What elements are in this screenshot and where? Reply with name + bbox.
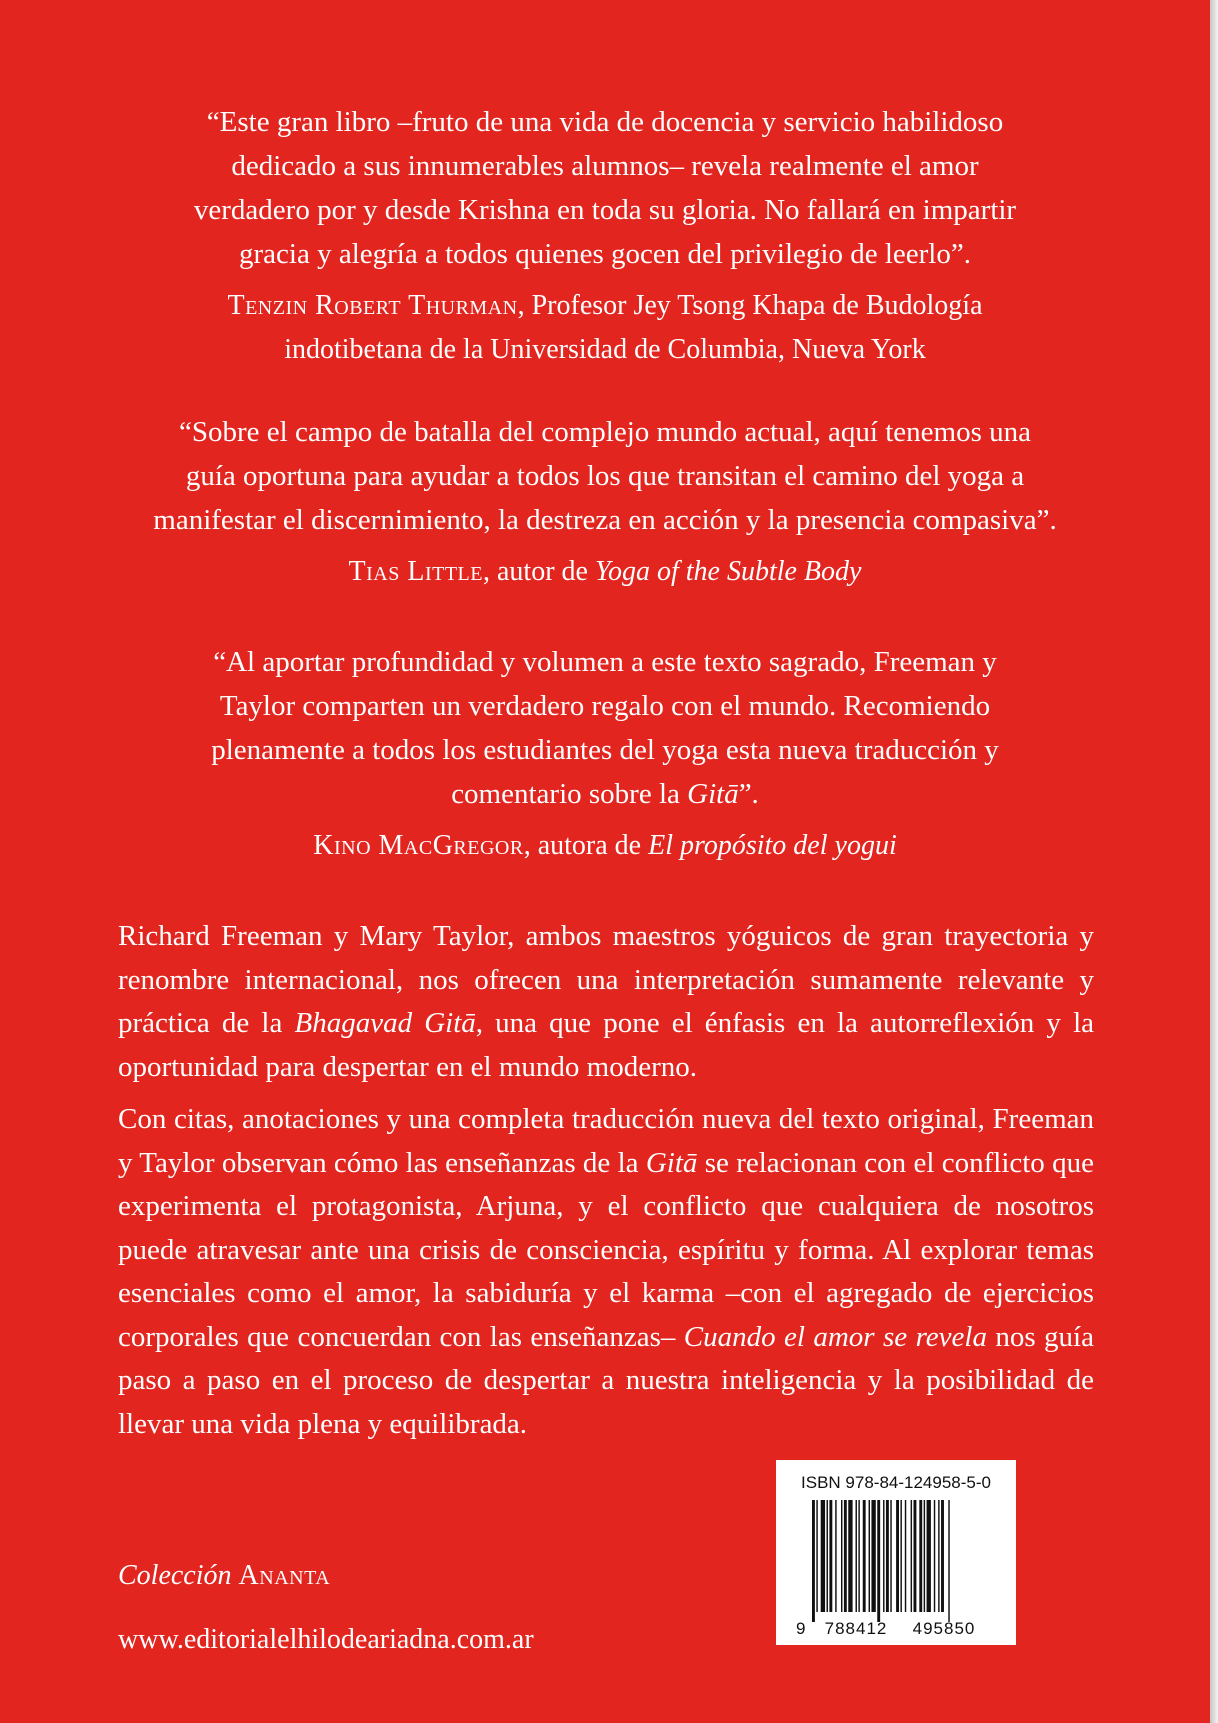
barcode-bar — [829, 1500, 832, 1612]
barcode-bar — [863, 1500, 866, 1612]
quote-line: manifestar el discernimiento, la destreza en acción y la presencia compasiva”. — [153, 504, 1057, 536]
quote-3-attribution — [60, 824, 1150, 868]
barcode-bar — [858, 1500, 859, 1612]
barcode-bar — [821, 1500, 825, 1612]
collection-name: Ananta — [238, 1560, 331, 1591]
barcode-bar — [911, 1500, 912, 1612]
quote-2-text — [60, 410, 1150, 542]
attribution-role: indotibetana de la Universidad de Columbia, Nueva York — [284, 334, 926, 365]
isbn-barcode — [776, 1460, 1016, 1645]
description-text: Con citas, anotaciones y una completa traducción nueva del texto original, Freeman y Taylor observan cómo las enseñanzas de la — [118, 1103, 1094, 1179]
barcode-bar — [896, 1500, 899, 1612]
endorsement-quote-2 — [60, 410, 1150, 594]
quote-line: guía oportuna para ayudar a todos los que transitan el camino del yoga a — [185, 460, 1025, 492]
quote-1-text — [60, 100, 1150, 276]
barcode-bar — [890, 1500, 891, 1612]
quote-3-text — [60, 640, 1150, 816]
barcode-bar — [812, 1500, 815, 1622]
quote-line: Taylor comparten un verdadero regalo con el mundo. Recomiendo — [219, 690, 991, 722]
description-paragraph-2 — [118, 1098, 1094, 1446]
barcode-bar — [883, 1500, 884, 1612]
quote-2-attribution — [60, 550, 1150, 594]
description-text: , una que pone el énfasis en la autorreflexión y la oportunidad para despertar en el mundo moderno. — [118, 1007, 1094, 1083]
barcode-bar — [841, 1500, 842, 1612]
barcode-bar — [877, 1500, 880, 1622]
description-book-title: Bhagavad Gitā — [294, 1007, 476, 1039]
barcode-bar — [924, 1500, 925, 1612]
quote-line: “Al aportar profundidad y volumen a este texto sagrado, Freeman y — [213, 646, 997, 678]
barcode-bar — [905, 1500, 906, 1612]
quote-line: dedicado a sus innumerables alumnos– revela realmente el amor — [231, 150, 979, 182]
description-book-title: Gitā — [645, 1146, 698, 1179]
attribution-name: Tenzin Robert Thurman — [227, 290, 518, 321]
description-book-title: Cuando el amor se revela — [683, 1320, 987, 1353]
barcode-bar — [844, 1500, 847, 1612]
quote-line: verdadero por y desde Krishna en toda su gloria. No fallará en impartir — [193, 194, 1017, 226]
description-paragraph-1 — [118, 915, 1094, 1089]
attribution-book-title: Yoga of the Subtle Body — [594, 556, 862, 587]
collection-label — [118, 1560, 330, 1592]
barcode-bar — [848, 1500, 852, 1612]
barcode-bar — [835, 1500, 836, 1612]
isbn-number: ISBN 978-84-124958-5-0 — [801, 1473, 991, 1492]
barcode-bar — [869, 1500, 870, 1612]
quote-line: “Este gran libro –fruto de una vida de docencia y servicio habilidoso — [206, 106, 1004, 138]
barcode-bar — [934, 1500, 935, 1612]
barcode-bar — [886, 1500, 889, 1612]
publisher-website[interactable]: www.editorialelhilodeariadna.com.ar — [118, 1624, 534, 1655]
collection-prefix: Colección — [118, 1560, 232, 1591]
barcode-bar — [900, 1500, 901, 1612]
page-edge — [1210, 0, 1218, 1723]
attribution-role: , Profesor Jey Tsong Khapa de Budología — [517, 290, 983, 321]
quote-line: plenamente a todos los estudiantes del yoga esta nueva traducción y — [211, 734, 999, 766]
barcode-right-digits: 495850 — [912, 1619, 976, 1638]
endorsement-quote-3 — [60, 640, 1150, 868]
barcode-bar — [927, 1500, 931, 1612]
barcode-bar — [856, 1500, 857, 1612]
description-text: se relacionan con el conflicto que experimenta el protagonista, Arjuna, y el conflicto que cualquiera de nosotros puede atravesar ante una crisis de consciencia, espíritu y forma. Al explorar temas esenciales como el amor, la sabiduría y el karma –con el agregado de ejercicios corporales que concuerdan con las enseñanzas– — [118, 1146, 1094, 1353]
description-text: Richard Freeman y Mary Taylor, ambos maestros yóguicos de gran trayectoria y renombre internacional, nos ofrecen una interpretación sumamente relevante y práctica de la — [118, 920, 1094, 1039]
quote-1-attribution — [60, 284, 1150, 372]
barcode-bar — [827, 1500, 828, 1612]
attribution-role: , autora de — [523, 830, 649, 861]
barcode-bar — [919, 1500, 922, 1612]
attribution-book-title: El propósito del yogui — [648, 830, 897, 861]
barcode-left-digits: 788412 — [824, 1619, 888, 1638]
barcode-bar — [948, 1500, 949, 1622]
endorsement-quote-1 — [60, 100, 1150, 372]
quote-book-title: Gitā — [687, 778, 739, 810]
barcode-bar — [914, 1500, 917, 1612]
barcode-bar — [816, 1500, 817, 1612]
attribution-name: Kino MacGregor — [313, 830, 524, 861]
attribution-role: , autor de — [482, 556, 595, 587]
attribution-name: Tias Little — [348, 556, 483, 587]
barcode-lead-digit: 9 — [796, 1619, 806, 1638]
description-text: nos guía paso a paso en el proceso de despertar a nuestra inteligencia y la posibilidad de llevar una vida plena y equilibrada. — [118, 1320, 1094, 1440]
barcode-bar — [941, 1500, 944, 1612]
quote-line: gracia y alegría a todos quienes gocen del privilegio de leerlo”. — [239, 238, 971, 270]
barcode-bar — [938, 1500, 939, 1612]
quote-line: “Sobre el campo de batalla del complejo mundo actual, aquí tenemos una — [179, 416, 1031, 448]
quote-line: comentario sobre la — [451, 778, 688, 810]
barcode-bar — [871, 1500, 875, 1612]
barcode-graphic — [792, 1500, 1000, 1640]
quote-line-end: ”. — [738, 778, 759, 810]
